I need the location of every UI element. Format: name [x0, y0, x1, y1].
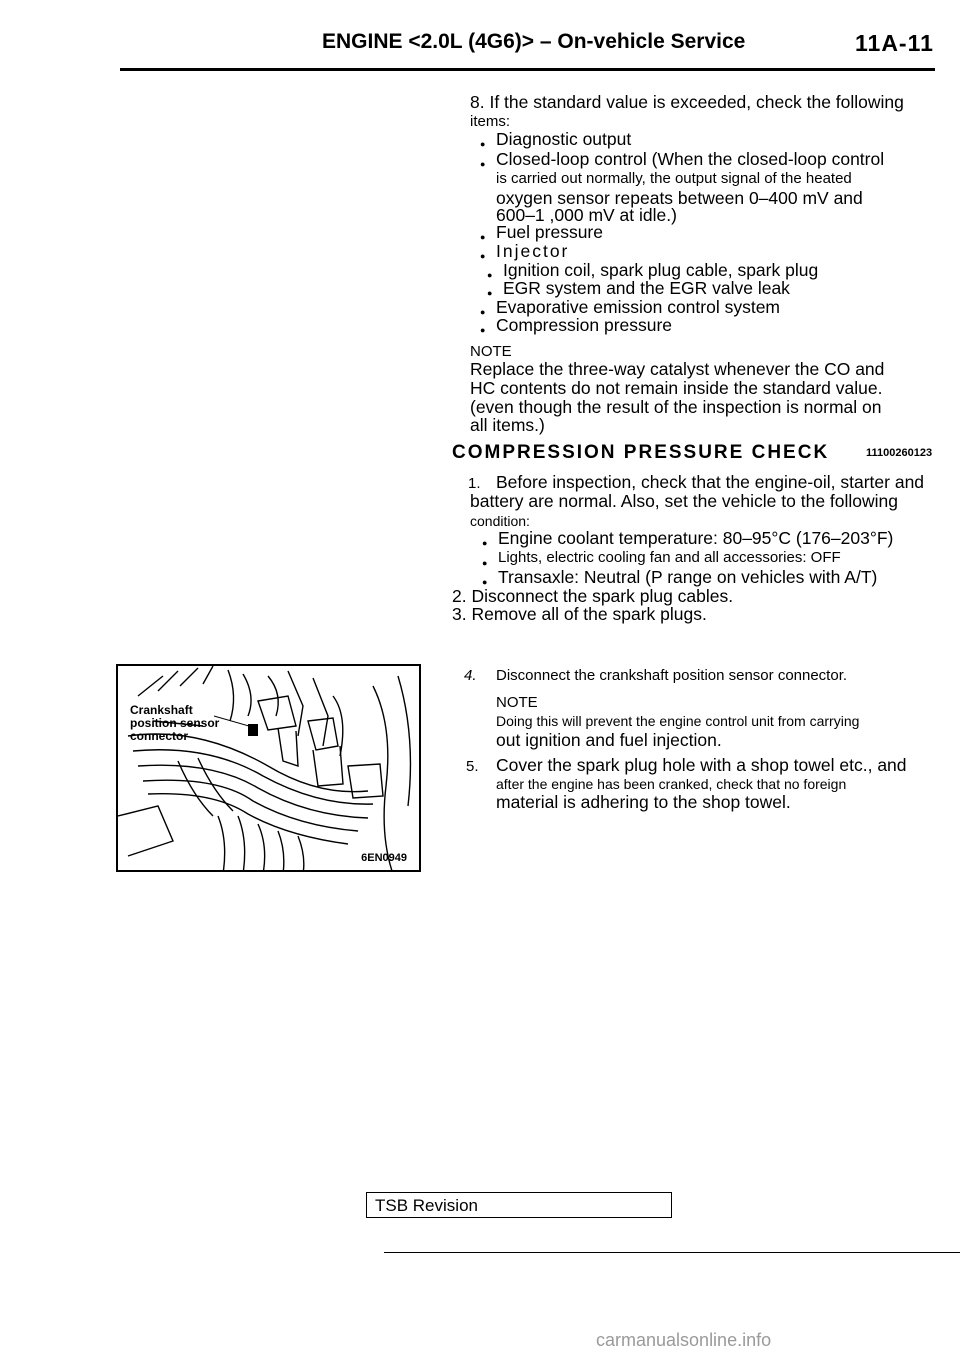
- step-4-note-line-2: out ignition and fuel injection.: [496, 730, 722, 750]
- step-4-note-label: NOTE: [496, 694, 538, 711]
- note-label: NOTE: [470, 343, 512, 360]
- check-item-closed-loop-4: 600–1 ,000 mV at idle.): [496, 205, 677, 225]
- step-1-line-3: condition:: [470, 513, 530, 529]
- note-line-4: all items.): [470, 415, 545, 435]
- tsb-revision-box: TSB Revision: [366, 1192, 672, 1218]
- check-item-fuel-pressure: ● Fuel pressure: [496, 222, 603, 242]
- check-item-egr: ● EGR system and the EGR valve leak: [503, 278, 790, 298]
- step-1-line-2: battery are normal. Also, set the vehicle to the following: [470, 491, 899, 511]
- step-1-number: 1.: [468, 475, 481, 492]
- check-item-ignition: ● Ignition coil, spark plug cable, spark plug: [503, 260, 818, 280]
- footer-rule: [384, 1252, 960, 1253]
- figure-label-line-2: position sensor: [130, 716, 220, 730]
- step-4: Disconnect the crankshaft position sensor connector.: [496, 667, 848, 684]
- condition-transaxle: ● Transaxle: Neutral (P range on vehicles with A/T): [498, 567, 877, 587]
- watermark: carmanualsonline.info: [596, 1330, 772, 1350]
- step-3: 3. Remove all of the spark plugs.: [452, 604, 707, 624]
- condition-lights: ● Lights, electric cooling fan and all accessories: OFF: [498, 548, 841, 568]
- check-item-closed-loop-3: oxygen sensor repeats between 0–400 mV and: [496, 188, 863, 208]
- check-item-injector: ● Injector: [496, 241, 569, 261]
- step-4-note-line-1: Doing this will prevent the engine control unit from carrying: [496, 713, 860, 729]
- figure-code: 6EN0949: [361, 852, 407, 864]
- figure-label-line-1: Crankshaft: [130, 703, 193, 717]
- step-8-line-2: items:: [470, 113, 511, 130]
- section-code: 11100260123: [866, 447, 933, 459]
- crankshaft-sensor-illustration: [116, 664, 421, 872]
- step-8-line-1: 8. If the standard value is exceeded, check the following: [470, 92, 904, 112]
- step-5-line-2: after the engine has been cranked, check that no foreign: [496, 776, 847, 792]
- check-item-closed-loop-1: ● Closed-loop control (When the closed-loop control: [496, 149, 884, 169]
- step-1-line-1: Before inspection, check that the engine-oil, starter and: [496, 472, 925, 492]
- step-5-line-1: Cover the spark plug hole with a shop towel etc., and: [496, 755, 907, 775]
- note-line-1: Replace the three-way catalyst whenever the CO and: [470, 359, 885, 379]
- step-4-number: 4.: [464, 667, 477, 684]
- condition-coolant: ● Engine coolant temperature: 80–95°C (176–203°F): [498, 528, 893, 548]
- note-line-2: HC contents do not remain inside the standard value.: [470, 378, 883, 398]
- page-number: 11A-11: [855, 30, 934, 56]
- check-item-compression: ● Compression pressure: [496, 315, 672, 335]
- figure-label-line-3: connector: [130, 729, 189, 743]
- engine-line-drawing: [118, 666, 421, 872]
- page-header-title: ENGINE <2.0L (4G6)> – On-vehicle Service: [322, 30, 746, 53]
- note-line-3: (even though the result of the inspection is normal on: [470, 397, 882, 417]
- check-item-evap: ● Evaporative emission control system: [496, 297, 780, 317]
- step-5-line-3: material is adhering to the shop towel.: [496, 792, 791, 812]
- step-2: 2. Disconnect the spark plug cables.: [452, 586, 734, 606]
- check-item-diagnostic: ● Diagnostic output: [496, 129, 631, 149]
- section-title: COMPRESSION PRESSURE CHECK: [452, 442, 830, 463]
- header-rule: [120, 68, 935, 71]
- check-item-closed-loop-2: is carried out normally, the output signal of the heated: [496, 170, 852, 187]
- step-5-number: 5.: [466, 758, 479, 775]
